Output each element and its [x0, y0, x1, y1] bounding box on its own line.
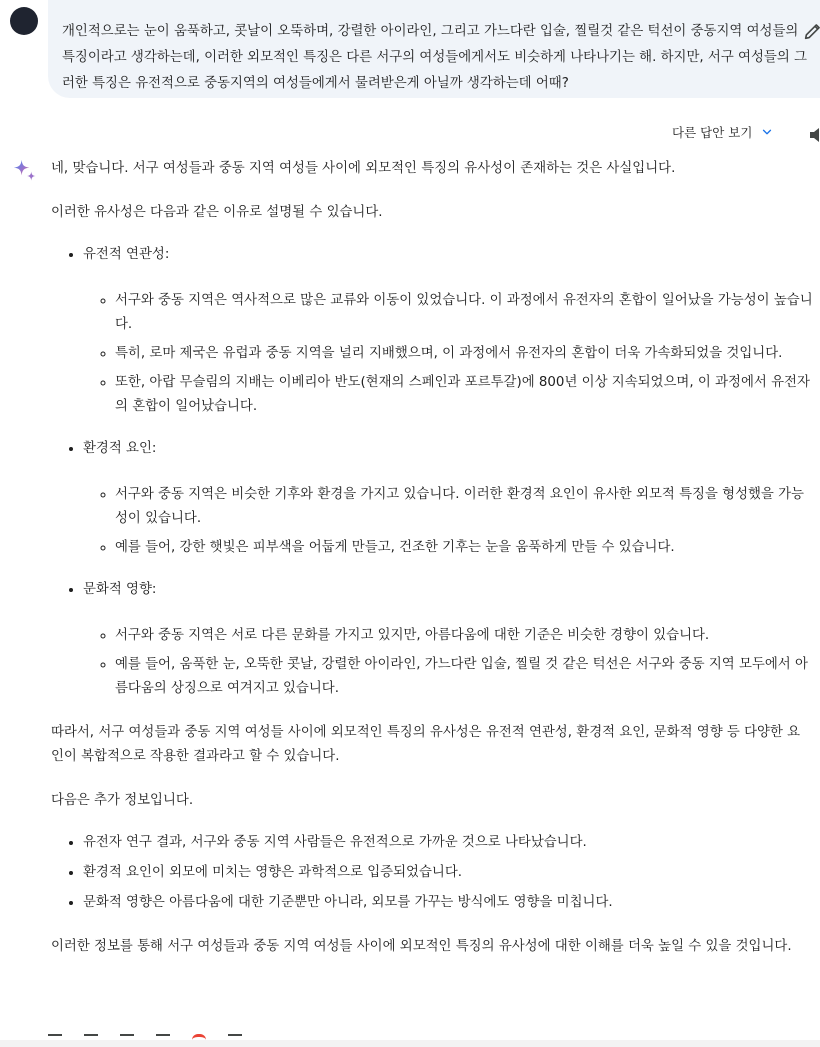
reasons-intro: 이러한 유사성은 다음과 같은 이유로 설명될 수 있습니다.	[51, 205, 383, 220]
user-avatar[interactable]	[10, 7, 38, 35]
response-body	[51, 157, 813, 959]
prompt-text: 개인적으로는 눈이 움푹하고, 콧날이 오뚝하며, 강렬한 아이라인, 그리고 가느다란 입술, 찔릴것 같은 턱선이 중동지역 여성들의 특징이라고 생각하는데, 이러한 외모적인 특징은 다른 서구의 여성들에게서도 비슷하게 나타나기는 해. 하지만, 서구 여성들의 그러한 특징은 유전적으로 중동지역의 여성들에게서 물려받은게 아닐까 생각하는데 어때?	[62, 24, 807, 91]
reason-subitem: ◦ 서구와 중동 지역은 비슷한 기후와 환경을 가지고 있습니다. 이러한 환경적 요인이 유사한 외모적 특징을 형성했을 가능성이 있습니다.	[115, 483, 813, 531]
response-conclusion: 따라서, 서구 여성들과 중동 지역 여성들 사이에 외모적인 특징의 유사성은 유전적 연관성, 환경적 요인, 문화적 영향 등 다양한 요인이 복합적으로 작용한 결과라고 할 수 있습니다.	[51, 725, 801, 764]
reason-subitem: ◦ 서구와 중동 지역은 역사적으로 많은 교류와 이동이 있었습니다. 이 과정에서 유전자의 혼합이 일어났을 가능성이 높습니다.	[115, 289, 813, 337]
speaker-icon[interactable]	[810, 127, 820, 143]
other-drafts-button[interactable]	[672, 123, 774, 141]
reason-title: 환경적 요인:	[83, 441, 157, 456]
extra-intro: 다음은 추가 정보입니다.	[51, 793, 194, 808]
reason-item	[83, 437, 813, 560]
bottom-edge	[0, 1040, 820, 1047]
prompt-bubble	[48, 0, 820, 98]
reason-title: 문화적 영향:	[83, 582, 157, 597]
response-intro: 네, 맞습니다. 서구 여성들과 중동 지역 여성들 사이에 외모적인 특징의 유사성이 존재하는 것은 사실입니다.	[51, 161, 676, 176]
extra-list	[83, 831, 813, 915]
other-drafts-label: 다른 답안 보기	[672, 125, 753, 140]
reason-item	[83, 578, 813, 701]
response-closing: 이러한 정보를 통해 서구 여성들과 중동 지역 여성들 사이에 외모적인 특징의 유사성에 대한 이해를 더욱 높일 수 있을 것입니다.	[51, 939, 792, 954]
reason-title: 유전적 연관성:	[83, 247, 170, 262]
reason-sublist	[115, 289, 813, 419]
reasons-list	[83, 243, 813, 701]
chevron-down-icon	[760, 125, 774, 139]
reason-sublist	[115, 483, 813, 560]
reason-sublist	[115, 624, 813, 701]
reason-subitem: ◦ 예를 들어, 강한 햇빛은 피부색을 어둡게 만들고, 건조한 기후는 눈을 움푹하게 만들 수 있습니다.	[115, 536, 813, 560]
extra-item: • 환경적 요인이 외모에 미치는 영향은 과학적으로 입증되었습니다.	[83, 861, 813, 885]
extra-item: • 유전자 연구 결과, 서구와 중동 지역 사람들은 유전적으로 가까운 것으로 나타났습니다.	[83, 831, 813, 855]
reason-subitem: ◦ 특히, 로마 제국은 유럽과 중동 지역을 널리 지배했으며, 이 과정에서 유전자의 혼합이 더욱 가속화되었을 것입니다.	[115, 342, 813, 366]
reason-subitem: ◦ 예를 들어, 움푹한 눈, 오뚝한 콧날, 강렬한 아이라인, 가느다란 입술, 찔릴 것 같은 턱선은 서구와 중동 지역 모두에서 아름다움의 상징으로 여겨지고 있습니다.	[115, 653, 813, 701]
reason-subitem: ◦ 서구와 중동 지역은 서로 다른 문화를 가지고 있지만, 아름다움에 대한 기준은 비슷한 경향이 있습니다.	[115, 624, 813, 648]
reason-subitem: ◦ 또한, 아랍 무슬림의 지배는 이베리아 반도(현재의 스페인과 포르투갈)에 800년 이상 지속되었으며, 이 과정에서 유전자의 혼합이 일어났습니다.	[115, 371, 813, 419]
pencil-icon[interactable]	[802, 20, 820, 42]
extra-item: • 문화적 영향은 아름다움에 대한 기준뿐만 아니라, 외모를 가꾸는 방식에도 영향을 미칩니다.	[83, 891, 813, 915]
reason-item	[83, 243, 813, 419]
gemini-sparkle-icon	[11, 157, 38, 184]
